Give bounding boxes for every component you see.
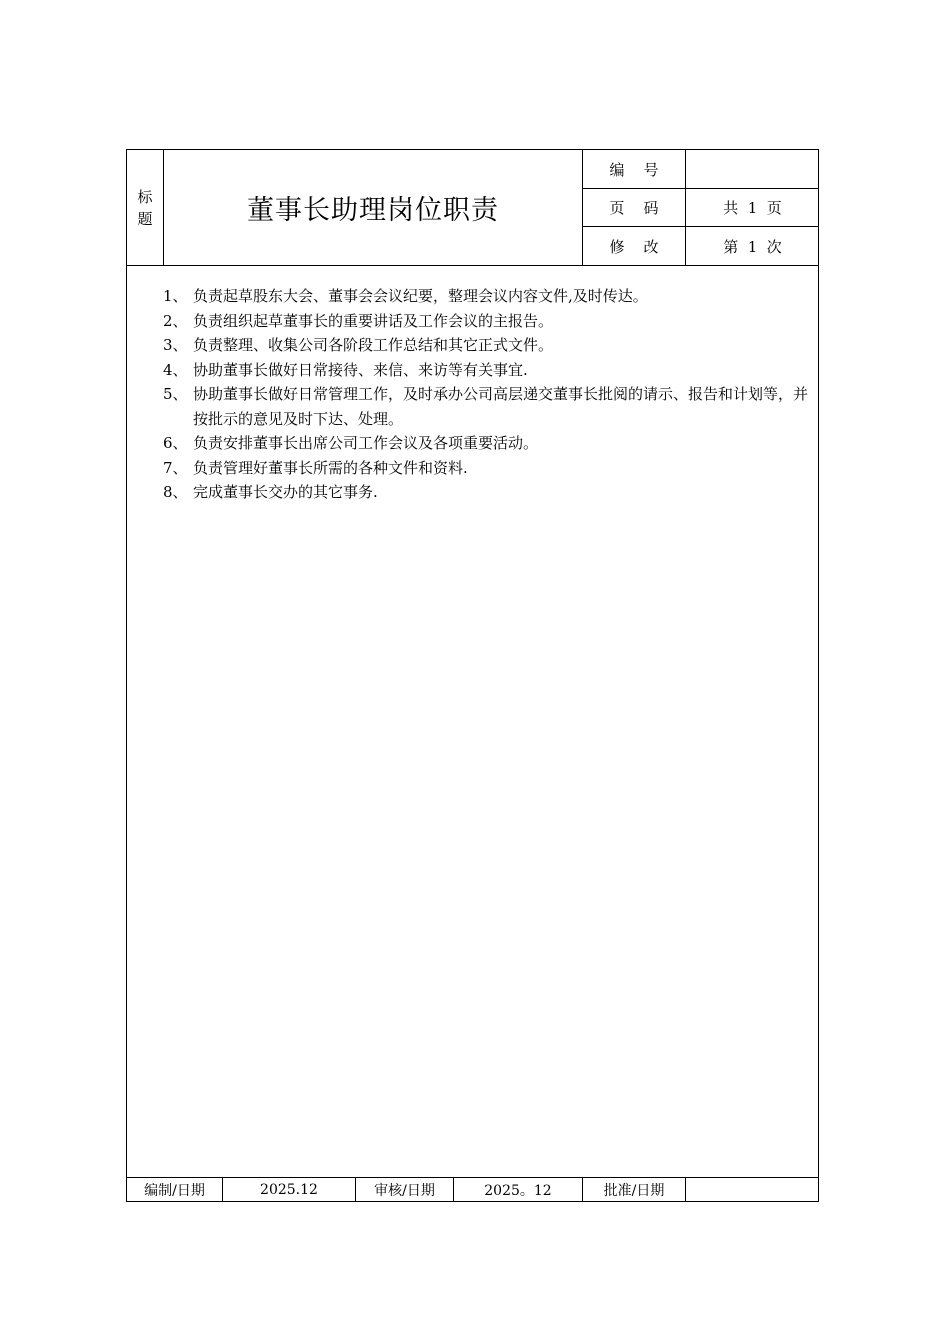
item-number: 5、 [163, 385, 188, 403]
divider [127, 265, 819, 266]
list-item [163, 431, 813, 456]
item-number: 3、 [163, 336, 188, 354]
prepared-label: 编制/日期 [144, 1183, 205, 1199]
reviewed-date: 2025。12 [484, 1183, 552, 1199]
list-item [163, 382, 813, 431]
item-number: 1、 [163, 287, 188, 305]
approved-date [686, 1178, 819, 1202]
approved-label: 批准/日期 [603, 1183, 665, 1199]
list-item [163, 480, 813, 505]
revision-value: 第 1 次 [723, 237, 782, 256]
item-text: 负责整理、收集公司各阶段工作总结和其它正式文件。 [193, 336, 554, 354]
title-label [127, 150, 163, 265]
item-text: 完成董事长交办的其它事务. [193, 483, 378, 501]
item-text: 协助董事长做好日常管理工作，及时承办公司高层递交董事长批阅的请示、报告和计划等，并按批示的意见及时下达、处理。 [193, 385, 809, 428]
item-text: 负责起草股东大会、董事会会议纪要，整理会议内容文件,及时传达。 [193, 287, 648, 305]
page-label: 页 码 [609, 199, 659, 217]
number-label: 编 号 [609, 160, 659, 179]
item-number: 6、 [163, 434, 188, 452]
document-form [126, 149, 819, 1202]
list-item [163, 333, 813, 358]
title-label-char: 题 [137, 209, 153, 228]
prepared-date: 2025.12 [260, 1182, 318, 1198]
list-item [163, 358, 813, 383]
revision-label: 修 改 [609, 237, 659, 256]
title-label-char: 标 [137, 187, 153, 206]
list-item [163, 309, 813, 334]
item-text: 协助董事长做好日常接待、来信、来访等有关事宜. [193, 360, 528, 379]
duties-list [163, 284, 813, 505]
item-text: 负责管理好董事长所需的各种文件和资料. [193, 458, 468, 477]
item-number: 8、 [163, 483, 188, 501]
list-item [163, 284, 813, 309]
item-text: 负责组织起草董事长的重要讲话及工作会议的主报告。 [193, 311, 554, 330]
reviewed-label: 审核/日期 [374, 1183, 435, 1199]
list-item [163, 456, 813, 481]
item-text: 负责安排董事长出席公司工作会议及各项重要活动。 [193, 434, 539, 452]
item-number: 4、 [163, 360, 188, 379]
item-number: 2、 [163, 311, 188, 330]
item-number: 7、 [163, 458, 188, 477]
page-value: 共 1 页 [723, 199, 782, 217]
number-value [686, 150, 819, 188]
page-title: 董事长助理岗位职责 [247, 195, 499, 226]
